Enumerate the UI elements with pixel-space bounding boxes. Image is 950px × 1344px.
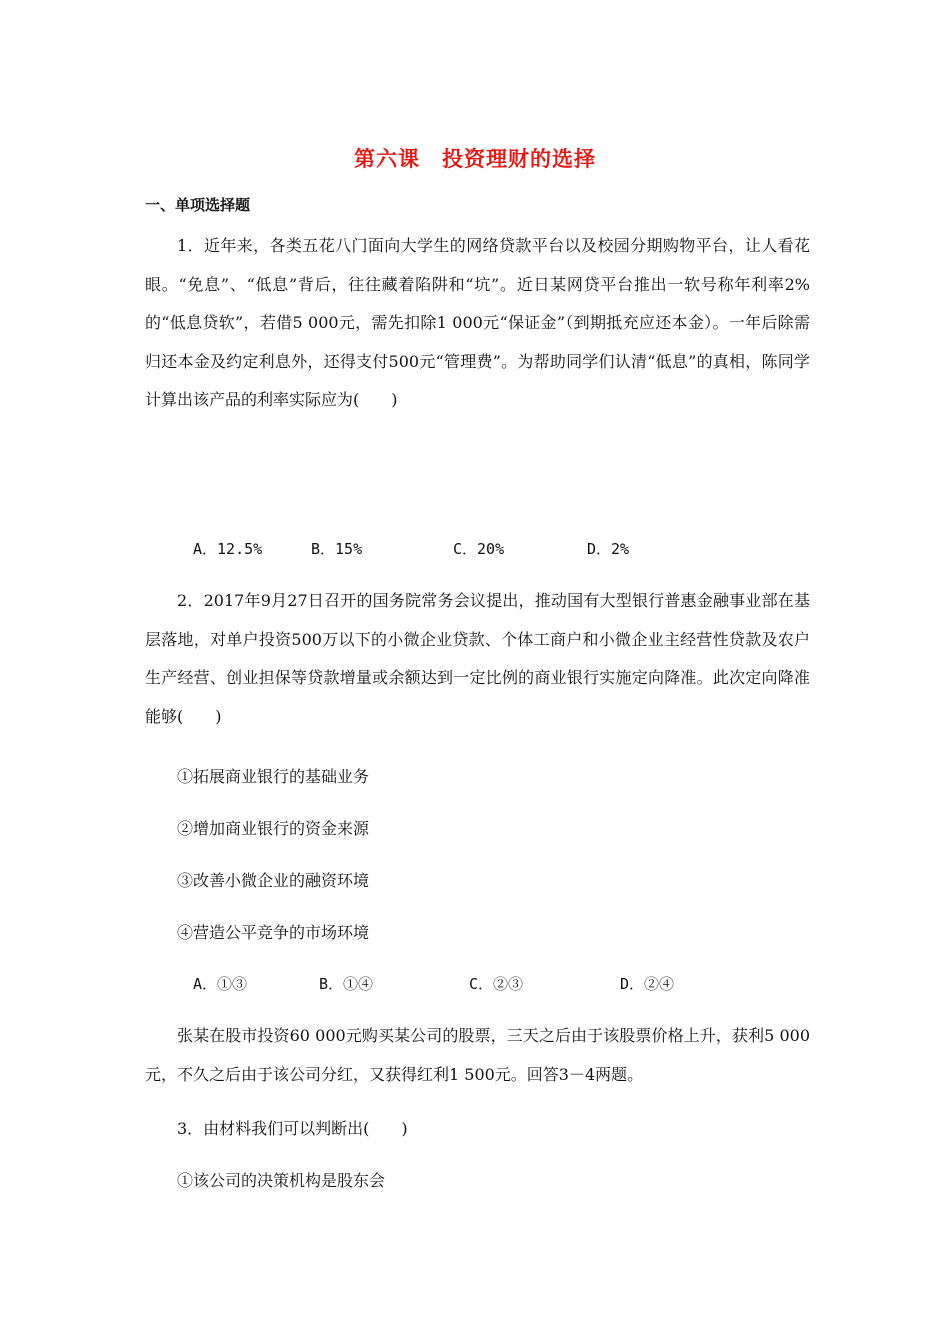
question-1-option-a: A．12.5%: [193, 540, 263, 558]
question-2-item-4: ④营造公平竞争的市场环境: [177, 923, 370, 942]
question-1-option-b: B．15%: [311, 540, 363, 558]
question-3-stem: 3．由材料我们可以判断出( ): [177, 1119, 408, 1138]
question-2-option-b: B．①④: [319, 975, 374, 993]
question-2-option-d: D．②④: [620, 975, 675, 993]
section-heading: 一、单项选择题: [145, 196, 251, 214]
question-2-item-2: ②增加商业银行的资金来源: [177, 819, 370, 838]
question-1-option-c: C．20%: [453, 540, 505, 558]
question-2-stem: 2．2017年9月27日召开的国务院常务会议提出，推动国有大型银行普惠金融事业部在基层落地，对单户投资500万以下的小微企业贷款、个体工商户和小微企业主经营性贷款及农户生产经营、创业担保等贷款增量或余额达到一定比例的商业银行实施定向降准。此次定向降准能够( ): [145, 591, 810, 726]
question-3-item-1: ①该公司的决策机构是股东会: [177, 1171, 386, 1190]
question-1-option-d: D．2%: [587, 540, 630, 558]
question-2-item-3: ③改善小微企业的融资环境: [177, 871, 370, 890]
question-2-option-a: A．①③: [193, 975, 248, 993]
page-title: 第六课 投资理财的选择: [354, 147, 596, 171]
question-2-item-1: ①拓展商业银行的基础业务: [177, 767, 370, 786]
material-text: 张某在股市投资60 000元购买某公司的股票，三天之后由于该股票价格上升，获利5 000元，不久之后由于该公司分红，又获得红利1 500元。回答3－4两题。: [145, 1026, 810, 1084]
question-1-stem: 1．近年来，各类五花八门面向大学生的网络贷款平台以及校园分期购物平台，让人看花眼。“免息”、“低息”背后，往往藏着陷阱和“坑”。近日某网贷平台推出一软号称年利率2%的“低息贷软”，若借5 000元，需先扣除1 000元“保证金”（到期抵充应还本金）。一年后除需归还本金及约定利息外，还得支付500元“管理费”。为帮助同学们认清“低息”的真相，陈同学计算出该产品的利率实际应为( ): [145, 236, 810, 409]
question-2-option-c: C．②③: [469, 975, 524, 993]
